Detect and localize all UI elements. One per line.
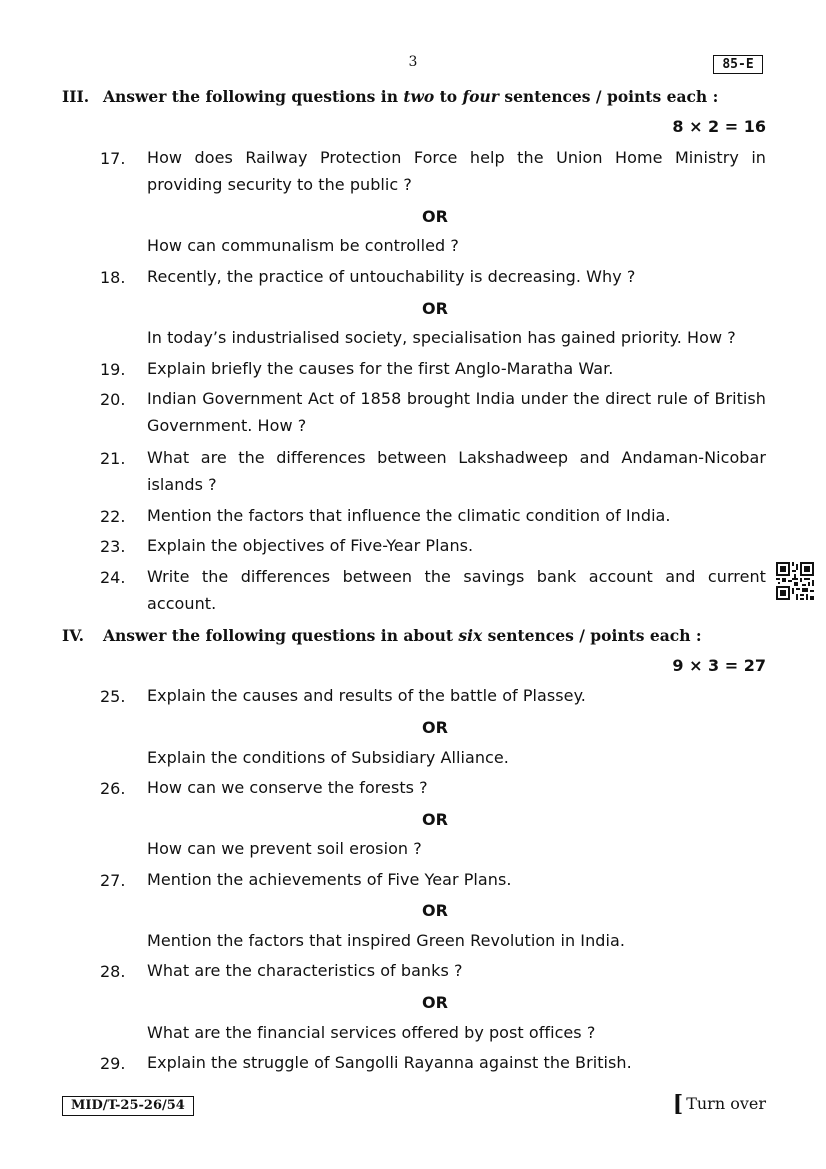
- question-alternative: How can we prevent soil erosion ?: [147, 839, 422, 858]
- question-number: 19.: [100, 360, 126, 379]
- question-number: 25.: [100, 687, 126, 706]
- question-number: 29.: [100, 1054, 126, 1073]
- question-alternative: Mention the factors that inspired Green Revolution in India.: [147, 931, 625, 950]
- section-number: III.: [62, 87, 90, 106]
- question-number: 20.: [100, 390, 126, 409]
- question-alternative: In today’s industrialised society, specialisation has gained priority. How ?: [147, 328, 736, 347]
- question-text: Mention the achievements of Five Year Plans.: [147, 870, 512, 889]
- section-marks: 8 × 2 = 16: [672, 117, 766, 136]
- page-number: 3: [408, 54, 418, 70]
- footer-paper-code: MID/T-25-26/54: [62, 1096, 194, 1116]
- qr-code-icon: [776, 562, 814, 600]
- paper-code-badge: 85-E: [713, 55, 763, 74]
- turn-over-note: [673, 1091, 766, 1117]
- question-number: 26.: [100, 779, 126, 798]
- question-text: What are the differences between Lakshadweep and Andaman-Nicobar islands ?: [147, 448, 766, 494]
- question-number: 17.: [100, 149, 126, 168]
- or-separator: OR: [422, 207, 448, 226]
- question-number: 23.: [100, 537, 126, 556]
- question-number: 18.: [100, 268, 126, 287]
- question-text: How does Railway Protection Force help the Union Home Ministry in providing security to the public ?: [147, 148, 766, 194]
- bracket-icon: [: [672, 1091, 684, 1117]
- question-text: Recently, the practice of untouchability is decreasing. Why ?: [147, 267, 636, 286]
- section-instruction: Answer the following questions in about six sentences / points each :: [103, 626, 702, 645]
- question-text: What are the characteristics of banks ?: [147, 961, 463, 980]
- or-separator: OR: [422, 993, 448, 1012]
- question-number: 28.: [100, 962, 126, 981]
- question-number: 24.: [100, 568, 126, 587]
- question-text: Explain the causes and results of the battle of Plassey.: [147, 686, 586, 705]
- question-number: 22.: [100, 507, 126, 526]
- or-separator: OR: [422, 901, 448, 920]
- question-number: 27.: [100, 871, 126, 890]
- or-separator: OR: [422, 299, 448, 318]
- question-text: Mention the factors that influence the climatic condition of India.: [147, 506, 671, 525]
- question-number: 21.: [100, 449, 126, 468]
- section-marks: 9 × 3 = 27: [672, 656, 766, 675]
- section-instruction: Answer the following questions in two to four sentences / points each :: [103, 87, 719, 106]
- or-separator: OR: [422, 810, 448, 829]
- question-alternative: What are the financial services offered by post offices ?: [147, 1023, 596, 1042]
- section-number: IV.: [62, 626, 84, 645]
- or-separator: OR: [422, 718, 448, 737]
- question-text: Explain the struggle of Sangolli Rayanna against the British.: [147, 1053, 632, 1072]
- turn-over-label: Turn over: [686, 1094, 766, 1113]
- question-text: How can we conserve the forests ?: [147, 778, 428, 797]
- question-text: Explain briefly the causes for the first Anglo-Maratha War.: [147, 359, 614, 378]
- question-text: Write the differences between the savings bank account and current account.: [147, 567, 766, 613]
- question-alternative: How can communalism be controlled ?: [147, 236, 459, 255]
- question-alternative: Explain the conditions of Subsidiary Alliance.: [147, 748, 509, 767]
- question-text: Explain the objectives of Five-Year Plans.: [147, 536, 474, 555]
- question-text: Indian Government Act of 1858 brought India under the direct rule of British Government. How ?: [147, 389, 766, 435]
